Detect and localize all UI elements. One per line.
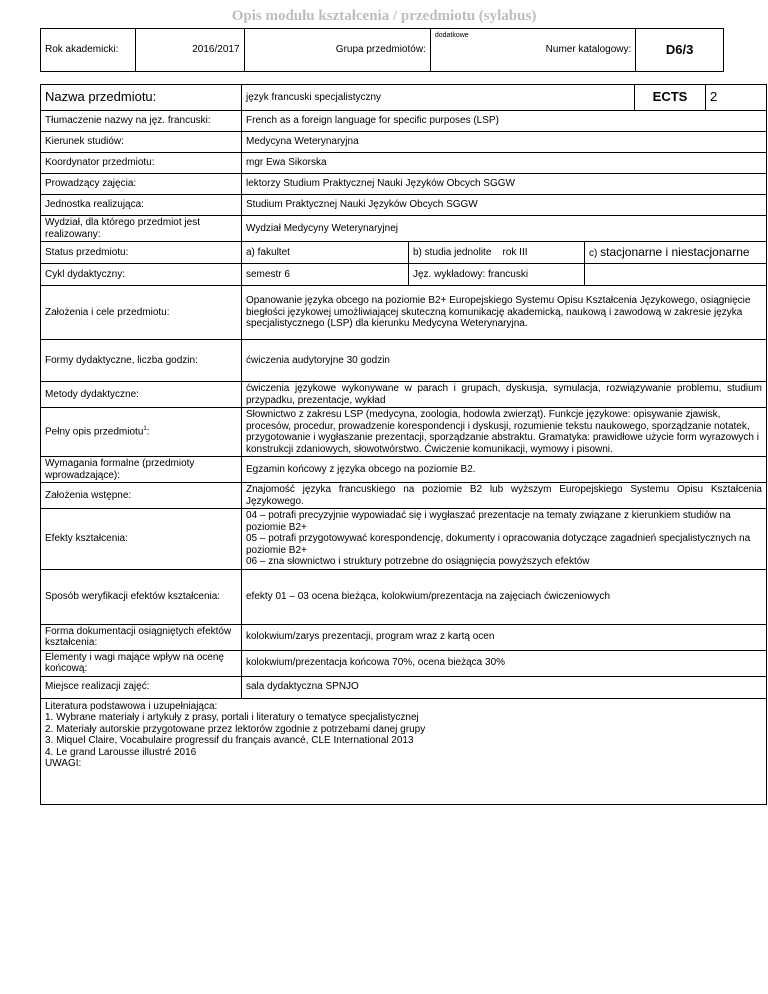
subject-group-value: dodatkowe — [430, 29, 524, 72]
status-b: b) studia jednolite rok III — [409, 242, 585, 264]
teachers-label: Prowadzący zajęcia: — [41, 174, 242, 195]
verification-value: efekty 01 – 03 ocena bieżąca, kolokwium/prezentacja na zajęciach ćwiczeniowych — [242, 569, 767, 624]
page-title: Opis modułu kształcenia / przedmiotu (sylabus) — [231, 8, 537, 24]
syllabus-table — [40, 84, 767, 805]
grading-weights-value: kolokwium/prezentacja końcowa 70%, ocena bieżąca 30% — [242, 650, 767, 676]
academic-year-label: Rok akademicki: — [41, 29, 136, 72]
unit-label: Jednostka realizująca: — [41, 195, 242, 216]
full-description-label-text: Pełny opis przedmiotu — [45, 426, 144, 438]
field-of-study-value: Medycyna Weterynaryjna — [242, 132, 767, 153]
subject-group-label: Grupa przedmiotów: — [244, 29, 430, 72]
formal-requirements-value: Egzamin końcowy z języka obcego na poziomie B2. — [242, 457, 767, 483]
unit-value: Studium Praktycznej Nauki Języków Obcych SGGW — [242, 195, 767, 216]
field-of-study-label: Kierunek studiów: — [41, 132, 242, 153]
goals-label: Założenia i cele przedmiotu: — [41, 286, 242, 340]
cycle-value: semestr 6 — [242, 264, 409, 286]
ects-value: 2 — [706, 85, 767, 111]
coordinator-value: mgr Ewa Sikorska — [242, 153, 767, 174]
formal-requirements-label: Wymagania formalne (przedmioty wprowadzające): — [41, 457, 242, 483]
full-description-value: Słownictwo z zakresu LSP (medycyna, zoologia, hodowla zwierząt). Funkcje językowe: opisywanie zjawisk, procesów, procedur, prowadzenie korespondencji i dyskusji, rozumienie tekstu naukowego, sporządzanie notatek, przygotowanie i wygłaszanie prezentacji, sporządzanie abstraktu. Gramatyka: prawidłowe użycie form wyrazowych i konstrukcji zdaniowych, słowotwórstwo. Ćwiczenie komunikacji, wymowy i pisowni. — [242, 408, 767, 457]
catalog-number-value: D6/3 — [636, 29, 724, 72]
status-c-value: stacjonarne i niestacjonarne — [600, 244, 750, 259]
learning-outcomes-label: Efekty kształcenia: — [41, 509, 242, 570]
translation-label: Tłumaczenie nazwy na jęz. francuski: — [41, 111, 242, 132]
full-description-label-colon: : — [146, 426, 150, 438]
documentation-label: Forma dokumentacji osiągniętych efektów kształcenia: — [41, 624, 242, 650]
goals-value: Opanowanie języka obcego na poziomie B2+ Europejskiego Systemu Opisu Kształcenia Językowego, osiągnięcie biegłości językowej umożliwiającej skuteczną komunikację akademicką, naukową i zawodową w zakresie języka specjalistycznego (LSP) dla kierunku Medycyna Weterynaryjna. — [242, 286, 767, 340]
verification-label: Sposób weryfikacji efektów kształcenia: — [41, 569, 242, 624]
status-label: Status przedmiotu: — [41, 242, 242, 264]
methods-label: Metody dydaktyczne: — [41, 382, 242, 408]
teachers-value: lektorzy Studium Praktycznej Nauki Języków Obcych SGGW — [242, 174, 767, 195]
grading-weights-label: Elementy i wagi mające wpływ na ocenę końcową: — [41, 650, 242, 676]
learning-outcome-item: 04 – potrafi precyzyjnie wypowiadać się i wygłaszać prezentacje na tematy związane z kierunkiem studiów na poziomie B2+ — [246, 510, 731, 533]
status-c-prefix: c) — [589, 247, 598, 259]
header-table — [40, 28, 724, 72]
empty-cell — [585, 264, 767, 286]
status-a: a) fakultet — [242, 242, 409, 264]
literature-section — [41, 698, 767, 804]
status-c — [585, 242, 767, 264]
documentation-value: kolokwium/zarys prezentacji, program wraz z kartą ocen — [242, 624, 767, 650]
literature-item: 1. Wybrane materiały i artykuły z prasy, portali i literatury o tematyce specjalistycznej — [45, 712, 419, 723]
notes-label: UWAGI: — [45, 758, 82, 769]
literature-item: 4. Le grand Larousse illustré 2016 — [45, 746, 197, 758]
class-location-value: sala dydaktyczna SPNJO — [242, 676, 767, 698]
methods-value: ćwiczenia językowe wykonywane w parach i grupach, dyskusja, symulacja, rozwiązywanie problemu, studium przypadku, prezentacje, wykład — [242, 382, 767, 408]
prerequisites-label: Założenia wstępne: — [41, 483, 242, 509]
faculty-value: Wydział Medycyny Weterynaryjnej — [242, 216, 767, 242]
learning-outcomes-value — [242, 509, 767, 570]
full-description-label — [41, 408, 242, 457]
cycle-label: Cykl dydaktyczny: — [41, 264, 242, 286]
forms-label: Formy dydaktyczne, liczba godzin: — [41, 340, 242, 382]
translation-value: French as a foreign language for specific purposes (LSP) — [242, 111, 767, 132]
academic-year-value: 2016/2017 — [135, 29, 244, 72]
class-location-label: Miejsce realizacji zajęć: — [41, 676, 242, 698]
literature-heading: Literatura podstawowa i uzupełniająca: — [45, 700, 218, 712]
footnote-marker: 1 — [143, 426, 147, 433]
literature-item: 2. Materiały autorskie przygotowane przez lektorów zgodnie z potrzebami danej grupy — [45, 723, 426, 735]
prerequisites-value: Znajomość języka francuskiego na poziomie B2 lub wyższym Europejskiego Systemu Opisu Kształcenia Językowego. — [242, 483, 767, 509]
lecture-language: Jęz. wykładowy: francuski — [409, 264, 585, 286]
subject-name-value: język francuski specjalistyczny — [242, 85, 635, 111]
forms-value: ćwiczenia audytoryjne 30 godzin — [242, 340, 767, 382]
literature-item: 3. Miquel Claire, Vocabulaire progressif du français avancé, CLE International 2013 — [45, 735, 414, 746]
faculty-label: Wydział, dla którego przedmiot jest realizowany: — [41, 216, 242, 242]
ects-label: ECTS — [635, 85, 706, 111]
coordinator-label: Koordynator przedmiotu: — [41, 153, 242, 174]
catalog-number-label: Numer katalogowy: — [525, 29, 636, 72]
learning-outcome-item: 06 – zna słownictwo i struktury potrzebne do osiągnięcia powyższych efektów — [246, 556, 590, 567]
learning-outcome-item: 05 – potrafi przygotowywać korespondencję, dokumenty i opracowania dotyczące zagadnień specjalistycznych na poziomie B2+ — [246, 533, 751, 556]
subject-name-label: Nazwa przedmiotu: — [41, 85, 242, 111]
